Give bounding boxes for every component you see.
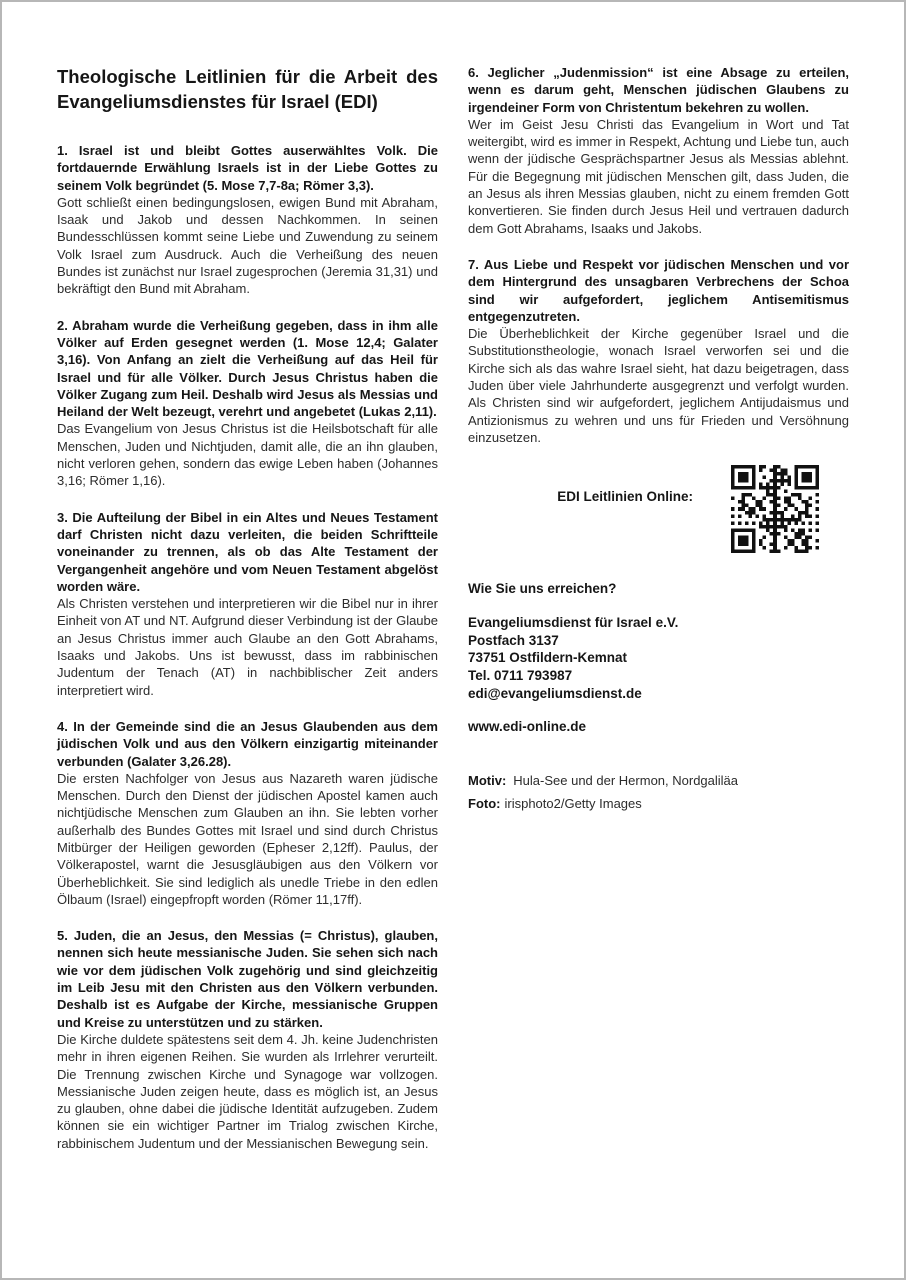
credit-foto-line <box>468 793 849 816</box>
section-5 <box>57 927 438 1152</box>
section-4-body: Die ersten Nachfolger von Jesus aus Nazareth waren jüdische Menschen. Durch den Dienst der jüdischen Apostel kamen auch nichtjüdische Menschen zum Glauben an ihn. Sie lebten vorher außerhalb des Bundes Gottes mit Israel und sind durch Christus Mitbürger der Heiligen geworden (Epheser 2,12ff). Paulus, der Völkerapostel, warnt die Jesusgläubigen aus den Völkern vor Überheblichkeit. Sie sind lediglich als unedle Triebe in den edlen Ölbaum (Israel) eingepfropft worden (Römer 11,17ff). <box>57 770 438 907</box>
contact-pobox: Postfach 3137 <box>468 632 559 648</box>
motiv-text: Hula-See und der Hermon, Nordgaliläa <box>513 773 739 789</box>
section-3 <box>57 509 438 699</box>
left-column <box>57 64 438 1171</box>
section-3-body: Als Christen verstehen und interpretieren wir die Bibel nur in ihrer Einheit von AT und NT. Aufgrund dieser Verbindung ist der Glaube an Jesus Christus immer auch Glaube an den Gott Abrahams, Isaaks und Jakobs. Uns ist bewusst, dass im rabbinischen Judentum der Tenach (AT) in nachbiblischer Zeit anders interpretiert wird. <box>57 596 438 698</box>
website-link[interactable]: www.edi-online.de <box>468 719 587 735</box>
qr-code-icon <box>731 465 819 553</box>
section-4 <box>57 718 438 908</box>
section-5-body: Die Kirche duldete spätestens seit dem 4. Jh. keine Judenchristen mehr in ihren eigenen Reihen. Sie wurden als Irrlehrer verurteilt. Die Trennung zwischen Kirche und Synagoge war vollzogen. Messianische Juden zeigen heute, dass es möglich ist, an Jesus zu glauben, ohne dabei die jüdische Identität aufzugeben. Zudem können sie ein wichtiger Partner im Trialog zwischen Kirche, rabbinischem Judentum und der Messianischen Bewegung sein. <box>57 1031 438 1151</box>
contact-block <box>468 614 849 702</box>
section-7 <box>468 256 849 446</box>
credit-motiv-line <box>468 770 849 793</box>
photo-credits <box>468 770 849 816</box>
section-4-heading: 4. In der Gemeinde sind die an Jesus Glaubenden aus dem jüdischen Volk und aus den Völkern einzigartig miteinander verbunden (Galater 3,26.28). <box>57 718 438 769</box>
foto-label: Foto: <box>468 796 501 811</box>
page-title: Theologische Leitlinien für die Arbeit des Evangeliumsdienstes für Israel (EDI) <box>57 66 438 112</box>
section-6-body: Wer im Geist Jesu Christi das Evangelium in Wort und Tat weitergibt, wird es immer in Respekt, Achtung und Liebe tun, auch wenn der jüdische Gesprächspartner Jesus als Messias ablehnt. Für die Begegnung mit jüdischen Menschen gilt, dass Juden, die an Jesus als ihren Messias glauben, nicht zu einem fremden Gott konvertieren. Sie finden durch Jesus Heil und vertrauen dadurch dem Gott Abrahams, Isaaks und Jakobs. <box>468 116 849 236</box>
section-2 <box>57 317 438 490</box>
section-2-body: Das Evangelium von Jesus Christus ist die Heilsbotschaft für alle Menschen, Juden und Nichtjuden, damit alle, die an ihn glauben, nicht verloren gehen, sondern das ewige Leben haben (Johannes 3,16; Römer 1,16). <box>57 421 438 489</box>
right-column <box>468 64 849 1171</box>
contact-email-link[interactable]: edi@evangeliumsdienst.de <box>468 685 642 701</box>
section-7-heading: 7. Aus Liebe und Respekt vor jüdischen Menschen und vor dem Hintergrund des unsagbaren Verbrechens der Schoa sind wir aufgefordert, jeglichem Antisemitismus entgegenzutreten. <box>468 256 849 324</box>
foto-text: irisphoto2/Getty Images <box>504 796 642 811</box>
section-1-heading: 1. Israel ist und bleibt Gottes auserwähltes Volk. Die fortdauernde Erwählung Israels ist in der Liebe Gottes zu seinem Volk begründet (5. Mose 7,7-8a; Römer 3,3). <box>57 143 438 193</box>
two-column-layout <box>2 2 904 1171</box>
qr-label: EDI Leitlinien Online: <box>557 489 693 505</box>
contact-org: Evangeliumsdienst für Israel e.V. <box>468 615 679 631</box>
section-2-heading: 2. Abraham wurde die Verheißung gegeben, dass in ihm alle Völker auf Erden gesegnet werden (1. Mose 12,4; Galater 3,16). Von Anfang an zielt die Verheißung auf das Heil für Israel und für alle Völker. Durch Jesus Christus haben die Völker Zugang zum Heil. Deshalb wird Jesus als Messias und Heiland der Welt bezeugt, verehrt und angebetet (Lukas 2,11). <box>57 317 438 420</box>
section-3-heading: 3. Die Aufteilung der Bibel in ein Altes und Neues Testament darf Christen nicht dazu verleiten, die beiden Schriftteile voneinander zu trennen, als ob das Alte Testament der Vergangenheit angehöre und vom Neuen Testament abgelöst worden wäre. <box>57 509 438 594</box>
contact-city: 73751 Ostfildern-Kemnat <box>468 650 628 666</box>
contact-phone: Tel. 0711 793987 <box>468 668 573 684</box>
online-guidelines-row <box>468 465 819 553</box>
section-1 <box>57 142 438 298</box>
motiv-label: Motiv: <box>468 773 507 789</box>
section-1-body: Gott schließt einen bedingungslosen, ewigen Bund mit Abraham, Isaak und Jakob und dessen Nachkommen. In seinen Bundesschlüssen kommt seine Liebe und Zuwendung zu seinem Volk Israel zum Ausdruck. Auch die Verheißung des neuen Bundes ist zunächst nur Israel zugesprochen (Jeremia 31,31) und bekräftigt den Bund mit Abraham. <box>57 194 438 297</box>
section-7-body: Die Überheblichkeit der Kirche gegenüber Israel und die Substitutionstheologie, wonach Israel verworfen sei und die Kirche sich als das wahre Israel sieht, hat dazu beigetragen, dass Juden über viele Jahrhunderte ausgegrenzt und verfolgt wurden. Als Christen sind wir aufgefordert, jeglichem Antijudaismus und Antizionismus zu wehren und uns für Frieden und Versöhnung einzusetzen. <box>468 326 849 445</box>
contact-heading: Wie Sie uns erreichen? <box>468 581 617 597</box>
section-6 <box>468 64 849 237</box>
section-5-heading: 5. Juden, die an Jesus, den Messias (= Christus), glauben, nennen sich heute messianische Juden. Sie sehen sich nach wie vor dem jüdischen Volk zugehörig und sind gleichzeitig im Leib Jesu mit den Christen aus den Völkern verbunden. Deshalb ist es Aufgabe der Kirche, messianische Gruppen und Kreise zu unterstützen und zu stärken. <box>57 928 438 1030</box>
section-6-heading: 6. Jeglicher „Judenmission“ ist eine Absage zu erteilen, wenn es darum geht, Menschen jüdischen Glaubens zu irgendeiner Form von Christentum bekehren zu wollen. <box>468 65 849 115</box>
